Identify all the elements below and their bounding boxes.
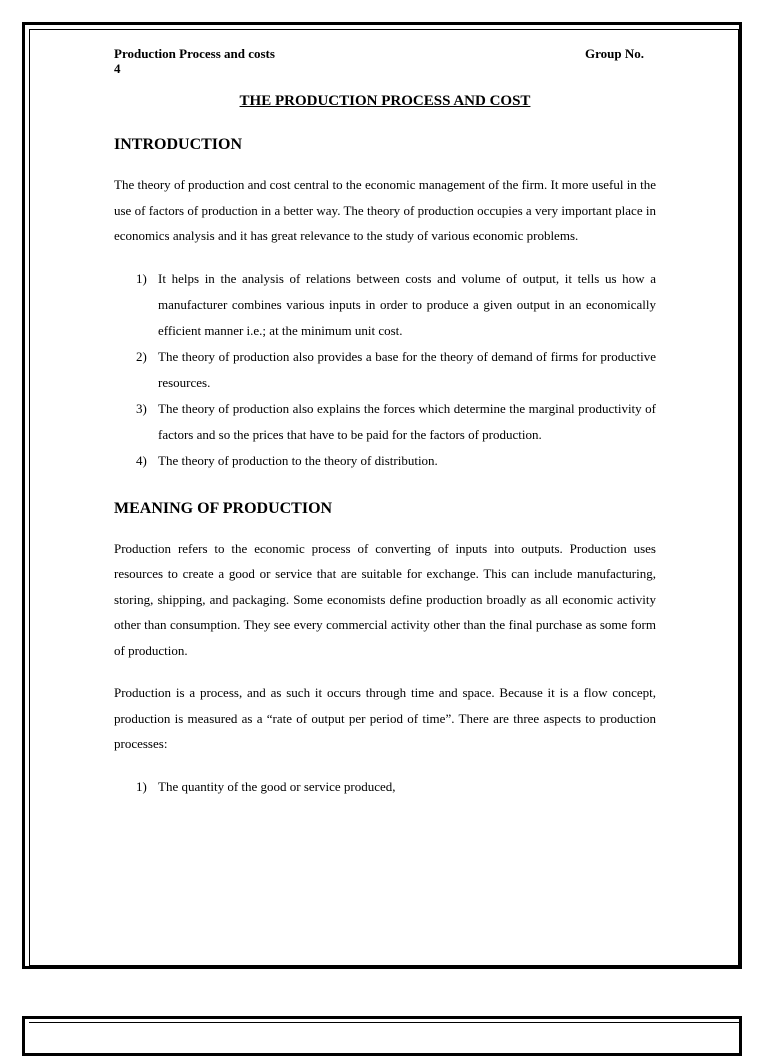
list-item-number: 4)	[136, 452, 147, 468]
list-item-number: 2)	[136, 348, 147, 364]
list-item	[136, 396, 656, 448]
introduction-paragraph: The theory of production and cost central to the economic management of the firm. It more useful in the use of factors of production in a better way. The theory of production occupies a very important place in economics analysis and it has great relevance to the study of various economic problems.	[114, 177, 656, 243]
next-page-border-inner	[29, 1022, 739, 1062]
list-item	[136, 344, 656, 396]
list-item	[136, 448, 656, 474]
list-item-text: The theory of production also provides a base for the theory of demand of firms for productive resources.	[158, 348, 656, 390]
introduction-list	[114, 266, 656, 474]
list-item-number: 3)	[136, 400, 147, 416]
list-item	[136, 266, 656, 344]
list-item-text: The theory of production also explains the forces which determine the marginal productivity of factors and so the prices that have to be paid for the factors of production.	[158, 400, 656, 442]
page-content	[114, 46, 656, 800]
section-heading-introduction: INTRODUCTION	[114, 136, 243, 153]
meaning-paragraph: Production is a process, and as such it occurs through time and space. Because it is a flow concept, production is measured as a “rate of output per period of time”. There are three aspects to production processes:	[114, 685, 656, 751]
section-heading-meaning-of-production: MEANING OF PRODUCTION	[114, 499, 333, 517]
list-item-number: 1)	[136, 778, 147, 794]
meaning-paragraph: Production refers to the economic process of converting of inputs into outputs. Production uses resources to create a good or service that are suitable for exchange. This can include manufacturing, storing, shipping, and packaging. Some economists define production broadly as all economic activity other than consumption. They see every commercial activity other than the final purchase as some form of production.	[114, 540, 656, 658]
list-item-text: It helps in the analysis of relations between costs and volume of output, it tells us how a manufacturer combines various inputs in order to produce a given output in an economically efficient manner i.e.; at the minimum unit cost.	[158, 270, 656, 338]
header-group-label: Group No.	[585, 46, 644, 61]
running-header	[114, 46, 656, 78]
list-item-text: The theory of production to the theory of distribution.	[158, 452, 438, 468]
list-item-number: 1)	[136, 270, 147, 286]
header-course-title: Production Process and costs	[114, 46, 275, 61]
list-item-text: The quantity of the good or service produced,	[158, 778, 396, 794]
aspects-list	[114, 774, 656, 800]
document-title: THE PRODUCTION PROCESS AND COST	[239, 93, 531, 109]
list-item	[136, 774, 656, 800]
header-group-number: 4	[114, 61, 121, 76]
